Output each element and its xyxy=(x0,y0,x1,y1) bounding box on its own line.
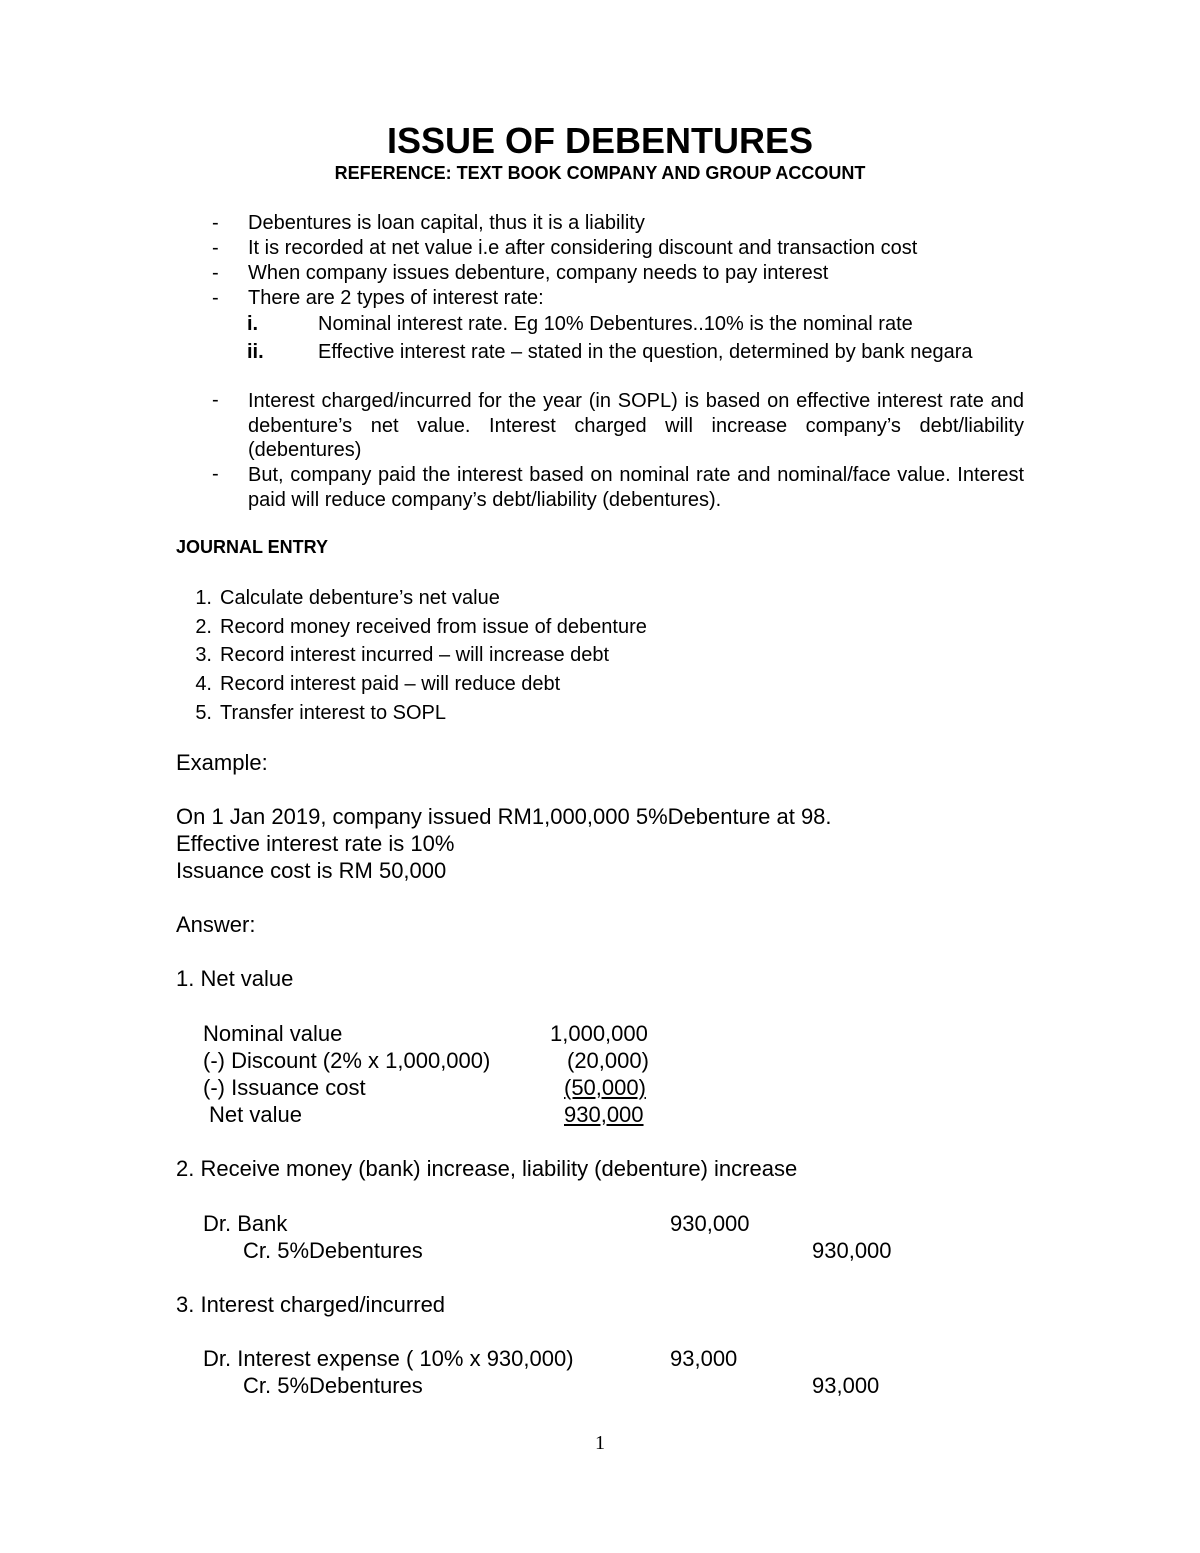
step-text: Transfer interest to SOPL xyxy=(220,702,447,724)
step-text: Record interest incurred – will increase debt xyxy=(220,644,610,666)
page-subtitle: REFERENCE: TEXT BOOK COMPANY AND GROUP ACCOUNT xyxy=(334,163,866,183)
bullet-paragraph: But, company paid the interest based on nominal rate and nominal/face value. Interest paid will reduce company’s debt/liability (debentures). xyxy=(248,464,1024,511)
bullet-dash: - xyxy=(212,287,219,309)
net-value-label: Net value xyxy=(209,1102,302,1127)
bullet-text: There are 2 types of interest rate: xyxy=(248,287,544,309)
credit-amount: 93,000 xyxy=(812,1373,880,1398)
step-text: Calculate debenture’s net value xyxy=(220,587,500,609)
bullet-dash: - xyxy=(212,463,219,485)
net-value-amount: 1,000,000 xyxy=(550,1021,648,1046)
journal-entry-heading: JOURNAL ENTRY xyxy=(176,537,329,557)
page-number: 1 xyxy=(595,1432,605,1454)
example-label: Example: xyxy=(176,750,268,775)
step3-heading: 3. Interest charged/incurred xyxy=(176,1292,446,1317)
bullet-paragraph: Interest charged/incurred for the year (in SOPL) is based on effective interest rate and debenture’s net value. Interest charged will increase company’s debt/liability (debentures) xyxy=(248,390,1024,461)
net-value-label: (-) Issuance cost xyxy=(203,1075,366,1100)
credit-label: Cr. 5%Debentures xyxy=(243,1373,423,1398)
step-text: Record interest paid – will reduce debt xyxy=(220,673,561,695)
bullet-text: It is recorded at net value i.e after considering discount and transaction cost xyxy=(248,237,918,259)
answer-label: Answer: xyxy=(176,912,256,937)
debit-amount: 930,000 xyxy=(670,1211,750,1236)
step1-heading: 1. Net value xyxy=(176,966,294,991)
bullet-dash: - xyxy=(212,262,219,284)
interest-type-text: Effective interest rate – stated in the question, determined by bank negara xyxy=(318,341,973,363)
example-line: On 1 Jan 2019, company issued RM1,000,000 5%Debenture at 98. xyxy=(176,804,832,829)
net-value-label: (-) Discount (2% x 1,000,000) xyxy=(203,1048,491,1073)
roman-numeral: i. xyxy=(247,313,259,335)
net-value-label: Nominal value xyxy=(203,1021,343,1046)
bullet-text: Debentures is loan capital, thus it is a liability xyxy=(248,212,645,234)
step-number: 2. xyxy=(195,616,212,638)
step-text: Record money received from issue of debenture xyxy=(220,616,647,638)
roman-numeral: ii. xyxy=(247,341,264,363)
net-value-amount: (20,000) xyxy=(567,1048,649,1073)
bullet-dash: - xyxy=(212,237,219,259)
step-number: 1. xyxy=(195,587,212,609)
bullet-text: When company issues debenture, company needs to pay interest xyxy=(248,262,829,284)
credit-amount: 930,000 xyxy=(812,1238,892,1263)
debit-label: Dr. Interest expense ( 10% x 930,000) xyxy=(203,1346,574,1371)
interest-type-text: Nominal interest rate. Eg 10% Debentures..10% is the nominal rate xyxy=(318,313,913,335)
page-title: ISSUE OF DEBENTURES xyxy=(386,120,814,161)
debit-label: Dr. Bank xyxy=(203,1211,288,1236)
step-number: 3. xyxy=(195,644,212,666)
bullet-dash: - xyxy=(212,389,219,411)
net-value-amount: 930,000 xyxy=(564,1102,644,1127)
step2-heading: 2. Receive money (bank) increase, liability (debenture) increase xyxy=(176,1156,798,1181)
debit-amount: 93,000 xyxy=(670,1346,738,1371)
step-number: 5. xyxy=(195,702,212,724)
net-value-amount: (50,000) xyxy=(564,1075,646,1100)
bullet-dash: - xyxy=(212,212,219,234)
example-line: Effective interest rate is 10% xyxy=(176,831,455,856)
credit-label: Cr. 5%Debentures xyxy=(243,1238,423,1263)
example-line: Issuance cost is RM 50,000 xyxy=(176,858,447,883)
step-number: 4. xyxy=(195,673,212,695)
